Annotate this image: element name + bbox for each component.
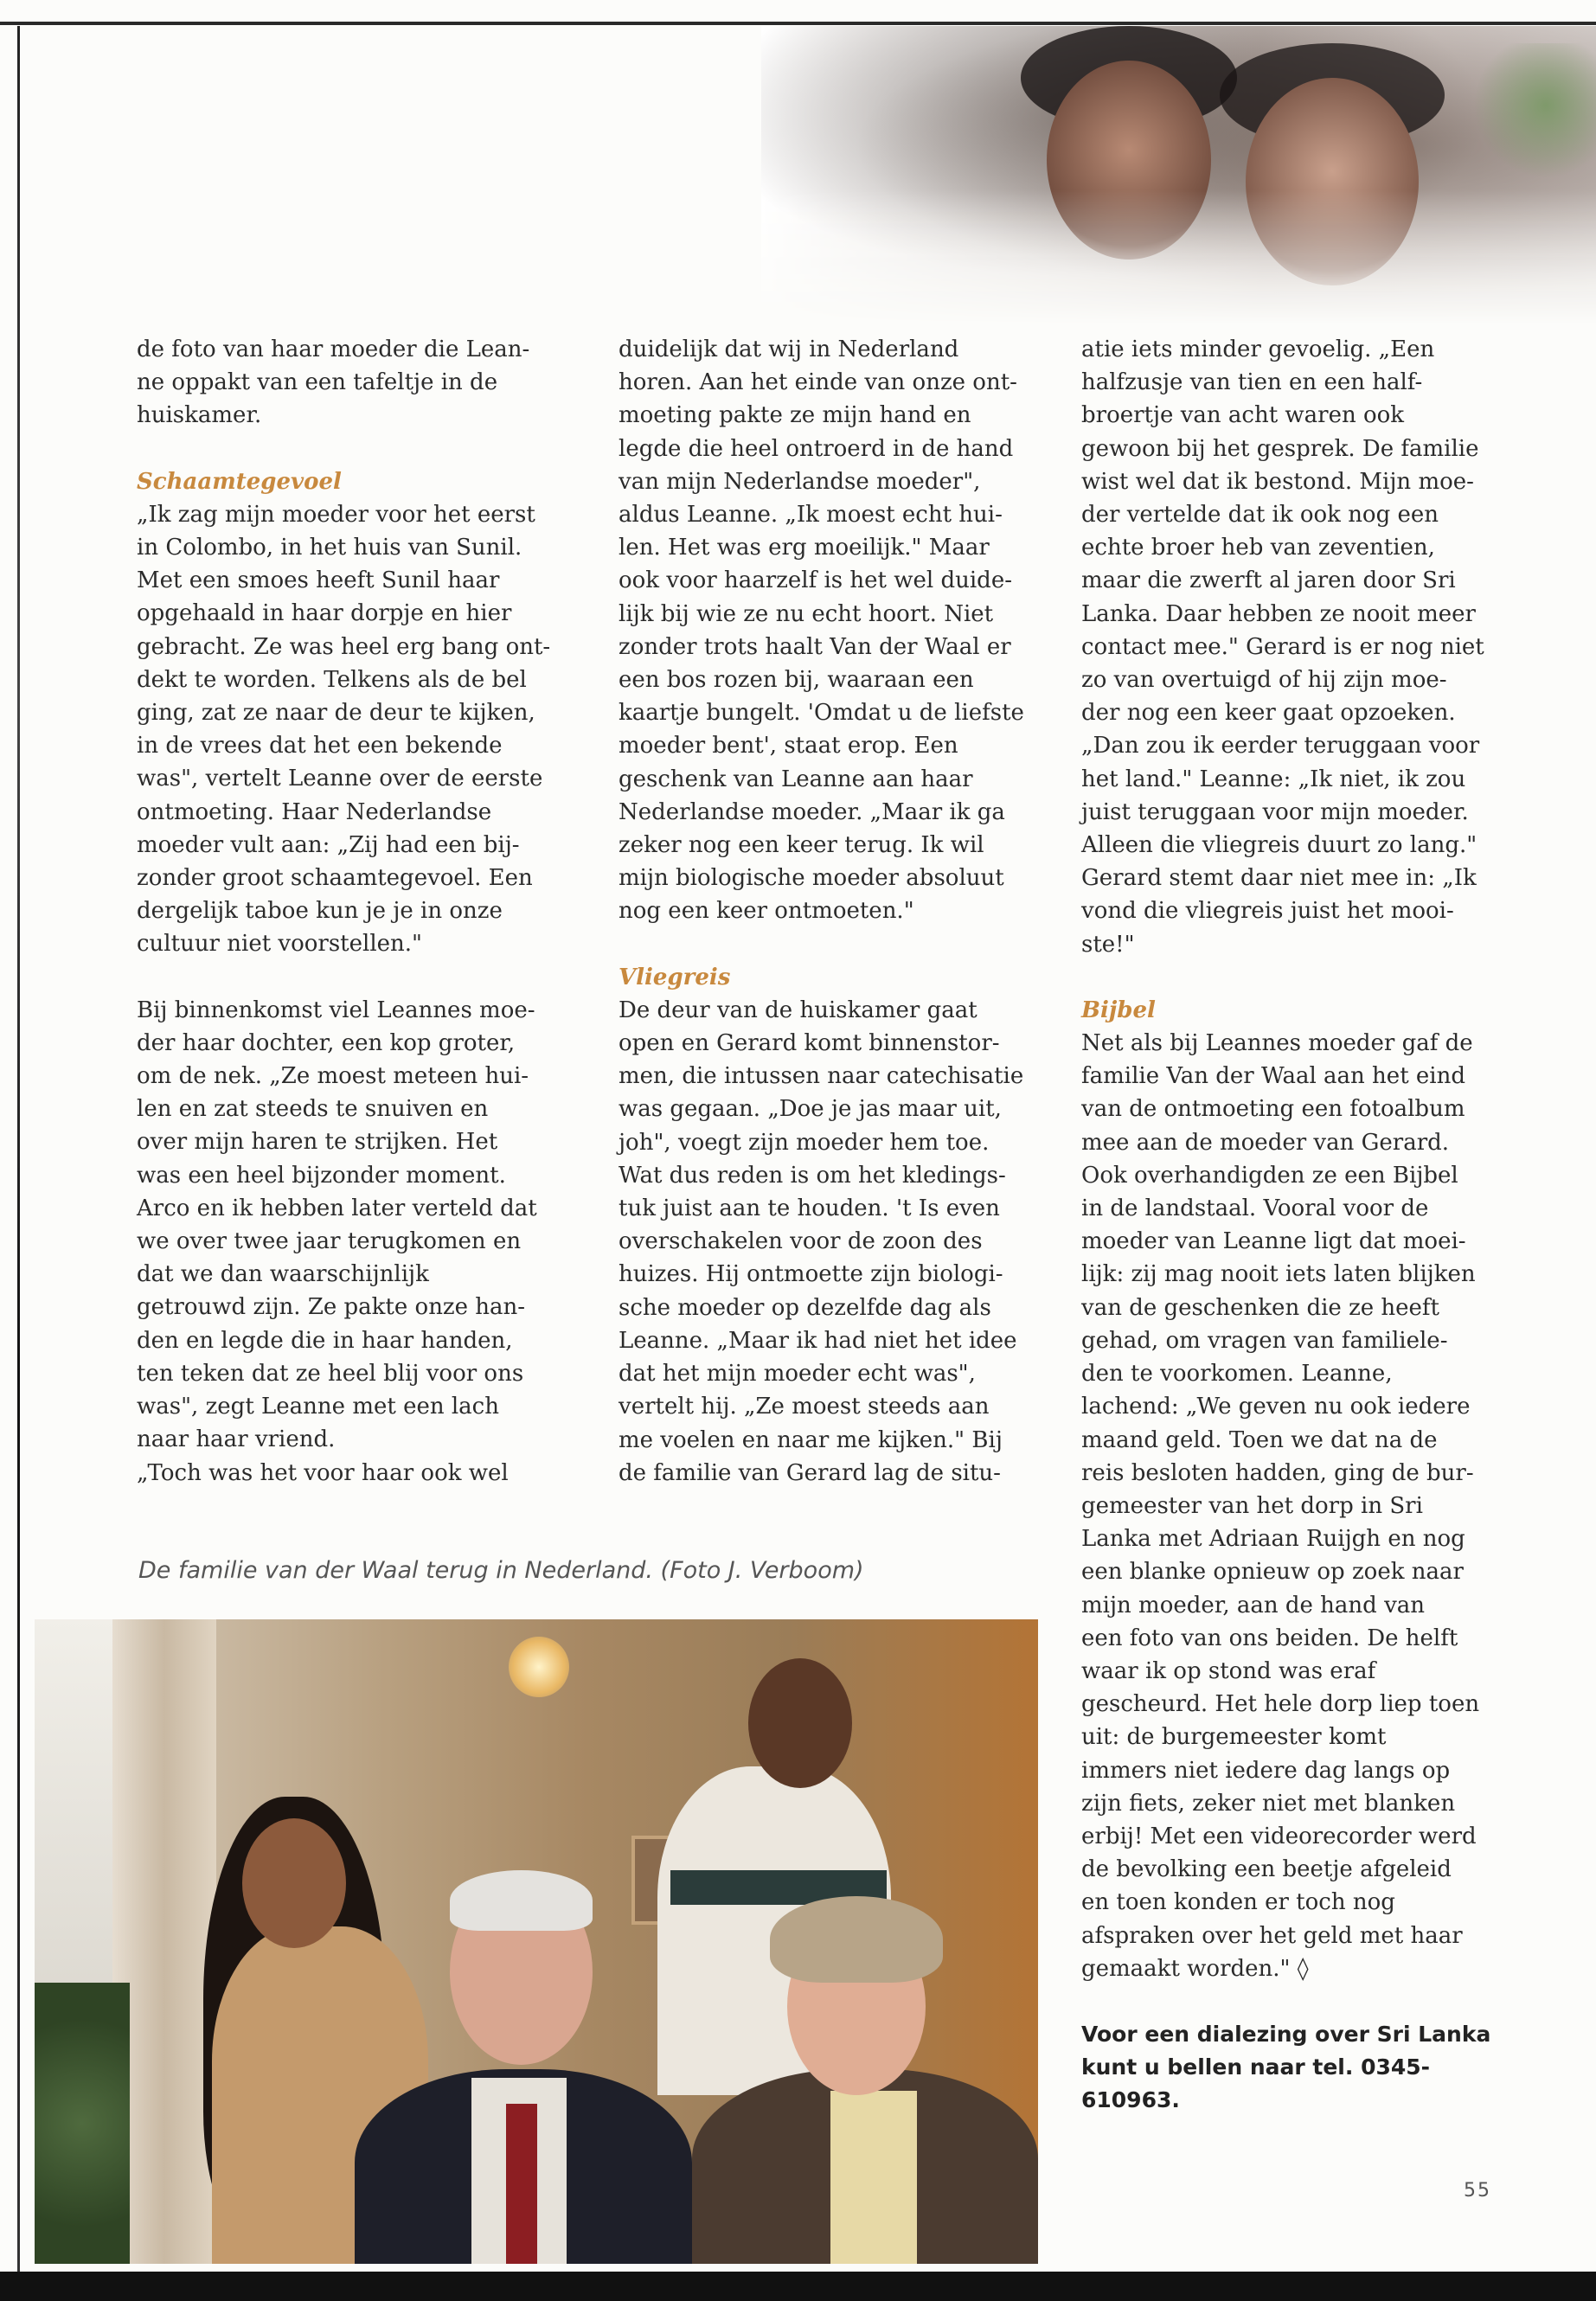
text-line: me voelen en naar me kijken." Bij <box>619 1426 1003 1453</box>
text-line: duidelijk dat wij in Nederland <box>619 336 959 362</box>
contact-line: Voor een dialezing over Sri Lanka <box>1081 2021 1491 2047</box>
text-line: halfzusje van tien en een half- <box>1081 369 1423 396</box>
text-line: in Colombo, in het huis van Sunil. <box>137 535 522 561</box>
text-line: contact mee." Gerard is er nog niet <box>1081 633 1484 660</box>
text-line: Gerard stemt daar niet mee in: „Ik <box>1081 865 1477 892</box>
person-boy-face <box>748 1658 852 1788</box>
text-line: was", vertelt Leanne over de eerste <box>137 766 543 792</box>
text-line: gebracht. Ze was heel erg bang ont- <box>137 633 551 660</box>
text-line: van mijn Nederlandse moeder", <box>619 468 981 495</box>
text-line: Lanka. Daar hebben ze nooit meer <box>1081 600 1476 627</box>
text-line: ten teken dat ze heel blij voor ons <box>137 1360 524 1387</box>
text-line: een blanke opnieuw op zoek naar <box>1081 1559 1464 1586</box>
article-column-1 <box>137 333 586 1490</box>
text-line: echte broer heb van zeventien, <box>1081 535 1435 561</box>
text-line: was gegaan. „Doe je jas maar uit, <box>619 1096 1002 1123</box>
text-line: maar die zwerft al jaren door Sri <box>1081 567 1456 594</box>
text-line: het land." Leanne: „Ik niet, ik zou <box>1081 766 1466 792</box>
text-line: „Dan zou ik eerder teruggaan voor <box>1081 733 1480 760</box>
text-line: geschenk van Leanne aan haar <box>619 766 973 792</box>
person-woman-hair <box>770 1896 943 1983</box>
text-line: wist wel dat ik bestond. Mijn moe- <box>1081 468 1474 495</box>
text-line: legde die heel ontroerd in de hand <box>619 435 1014 462</box>
text-line: om de nek. „Ze moest meteen hui- <box>137 1063 529 1090</box>
text-line: Arco en ik hebben later verteld dat <box>137 1195 537 1221</box>
text-line: horen. Aan het einde van onze ont- <box>619 369 1017 396</box>
text-line: open en Gerard komt binnenstor- <box>619 1030 1000 1057</box>
text-line: ook voor haarzelf is het wel duide- <box>619 567 1012 594</box>
text-line: mijn moeder, aan de hand van <box>1081 1592 1426 1618</box>
text-line: der vertelde dat ik ook nog een <box>1081 502 1439 529</box>
text-line: reis besloten hadden, ging de bur- <box>1081 1459 1474 1486</box>
text-line: der haar dochter, een kop groter, <box>137 1029 516 1056</box>
text-line: Net als bij Leannes moeder gaf de <box>1081 1030 1473 1057</box>
text-line: maand geld. Toen we dat na de <box>1081 1426 1438 1453</box>
text-line: De deur van de huiskamer gaat <box>619 997 977 1023</box>
text-line: gemaakt worden." ◊ <box>1081 1955 1309 1982</box>
text-line: nog een keer ontmoeten." <box>619 898 914 925</box>
text-line: Alleen die vliegreis duurt zo lang." <box>1081 832 1477 859</box>
person-man-tie <box>506 2104 537 2264</box>
text-line: aldus Leanne. „Ik moest echt hui- <box>619 502 1003 529</box>
text-line: we over twee jaar terugkomen en <box>137 1228 522 1255</box>
text-line: in de vrees dat het een bekende <box>137 733 503 760</box>
text-line: cultuur niet voorstellen." <box>137 931 423 958</box>
text-line: tuk juist aan te houden. 't Is even <box>619 1195 1000 1222</box>
text-line: zo van overtuigd of hij zijn moe- <box>1081 667 1447 694</box>
text-line: over mijn haren te strijken. Het <box>137 1129 498 1156</box>
person-woman-sweater <box>830 2091 917 2264</box>
text-line: den en legde die in haar handen, <box>137 1327 513 1354</box>
text-line: men, die intussen naar catechisatie <box>619 1063 1024 1090</box>
text-line: moeder van Leanne ligt dat moei- <box>1081 1228 1466 1255</box>
text-line: in de landstaal. Vooral voor de <box>1081 1195 1429 1222</box>
text-line: de foto van haar moeder die Lean- <box>137 336 530 362</box>
text-line: ging, zat ze naar de deur te kijken, <box>137 700 535 727</box>
text-line: zonder groot schaamtegevoel. Een <box>137 865 533 892</box>
text-line: was", zegt Leanne met een lach <box>137 1394 499 1420</box>
text-line: Nederlandse moeder. „Maar ik ga <box>619 798 1005 825</box>
text-line: moeder bent', staat erop. Een <box>619 733 958 760</box>
header-face-left <box>1047 61 1211 260</box>
text-line: gemeester van het dorp in Sri <box>1081 1492 1423 1519</box>
text-line: Bij binnenkomst viel Leannes moe- <box>137 997 535 1023</box>
contact-line: kunt u bellen naar tel. 0345- <box>1081 2054 1431 2080</box>
text-line: een foto van ons beiden. De helft <box>1081 1625 1458 1651</box>
text-line: van de ontmoeting een fotoalbum <box>1081 1096 1465 1123</box>
header-leaves <box>1471 43 1596 199</box>
text-line: dekt te worden. Telkens als de bel <box>137 666 527 693</box>
left-scan-edge <box>17 26 20 2275</box>
text-line: uit: de burgemeester komt <box>1081 1724 1387 1751</box>
text-line: de familie van Gerard lag de situ- <box>619 1459 1001 1486</box>
text-line: lachend: „We geven nu ook iedere <box>1081 1394 1471 1420</box>
text-line: „Toch was het voor haar ook wel <box>137 1459 509 1486</box>
header-portrait-photo <box>761 26 1596 324</box>
text-line: dat we dan waarschijnlijk <box>137 1261 429 1288</box>
section-heading-schaamtegevoel: Schaamtegevoel <box>137 468 342 495</box>
text-line: gescheurd. Het hele dorp liep toen <box>1081 1691 1480 1718</box>
photo-plant <box>35 1983 130 2264</box>
text-line: dergelijk taboe kun je je in onze <box>137 898 503 925</box>
section-heading-bijbel: Bijbel <box>1081 997 1156 1023</box>
bottom-border <box>0 2272 1596 2301</box>
text-line: der nog een keer gaat opzoeken. <box>1081 700 1456 727</box>
text-line: de bevolking een beetje afgeleid <box>1081 1856 1452 1883</box>
text-line: een bos rozen bij, waaraan een <box>619 667 974 694</box>
text-line: ste!" <box>1081 931 1135 958</box>
text-line: lijk: zij mag nooit iets laten blijken <box>1081 1261 1476 1288</box>
text-line: mijn biologische moeder absoluut <box>619 865 1004 892</box>
section-heading-vliegreis: Vliegreis <box>619 964 731 990</box>
text-line: Met een smoes heeft Sunil haar <box>137 567 500 594</box>
text-line: was een heel bijzonder moment. <box>137 1162 506 1189</box>
text-line: afspraken over het geld met haar <box>1081 1922 1463 1949</box>
text-line: den te voorkomen. Leanne, <box>1081 1361 1393 1388</box>
text-line: moeting pakte ze mijn hand en <box>619 402 971 429</box>
text-line: waar ik op stond was eraf <box>1081 1657 1376 1684</box>
text-line: ontmoeting. Haar Nederlandse <box>137 798 492 825</box>
text-line: zonder trots haalt Van der Waal er <box>619 633 1011 660</box>
text-line: atie iets minder gevoelig. „Een <box>1081 336 1435 362</box>
text-line: Ook overhandigden ze een Bijbel <box>1081 1162 1458 1189</box>
text-line: huizes. Hij ontmoette zijn biologi- <box>619 1261 1003 1288</box>
text-line: joh", voegt zijn moeder hem toe. <box>619 1129 990 1156</box>
text-line: Lanka met Adriaan Ruijgh en nog <box>1081 1526 1465 1553</box>
text-line: kaartje bungelt. 'Omdat u de liefste <box>619 700 1024 727</box>
top-border <box>0 22 1596 25</box>
text-line: overschakelen voor de zoon des <box>619 1228 983 1255</box>
text-line: ne oppakt van een tafeltje in de <box>137 369 498 396</box>
person-man-hair <box>450 1870 593 1931</box>
text-line: len en zat steeds te snuiven en <box>137 1096 489 1123</box>
article-column-3 <box>1081 333 1566 2118</box>
text-line: en toen konden er toch nog <box>1081 1889 1395 1916</box>
text-line: zijn fiets, zeker niet met blanken <box>1081 1790 1456 1817</box>
person-girl-face <box>242 1818 346 1948</box>
text-line: familie Van der Waal aan het eind <box>1081 1063 1465 1090</box>
article-column-2 <box>619 333 1068 1490</box>
photo-caption: De familie van der Waal terug in Nederland. (Foto J. Verboom) <box>138 1557 864 1584</box>
photo-lamp <box>509 1637 569 1697</box>
text-line: gewoon bij het gesprek. De familie <box>1081 435 1479 462</box>
text-line: len. Het was erg moeilijk." Maar <box>619 535 990 561</box>
text-line: getrouwd zijn. Ze pakte onze han- <box>137 1294 526 1321</box>
text-line: gehad, om vragen van familiele- <box>1081 1327 1448 1354</box>
text-line: erbij! Met een videorecorder werd <box>1081 1823 1477 1849</box>
text-line: mee aan de moeder van Gerard. <box>1081 1129 1450 1156</box>
text-line: vertelt hij. „Ze moest steeds aan <box>619 1394 990 1420</box>
text-line: broertje van acht waren ook <box>1081 402 1405 429</box>
text-line: dat het mijn moeder echt was", <box>619 1361 976 1388</box>
text-line: naar haar vriend. <box>137 1426 336 1453</box>
text-line: Wat dus reden is om het kledings- <box>619 1162 1006 1189</box>
text-line: zeker nog een keer terug. Ik wil <box>619 832 984 859</box>
text-line: van de geschenken die ze heeft <box>1081 1294 1440 1321</box>
text-line: „Ik zag mijn moeder voor het eerst <box>137 501 535 528</box>
text-line: moeder vult aan: „Zij had een bij- <box>137 831 520 858</box>
text-line: vond die vliegreis juist het mooi- <box>1081 898 1454 925</box>
text-line: sche moeder op dezelfde dag als <box>619 1294 991 1321</box>
header-face-right <box>1246 78 1419 285</box>
page-number: 55 <box>1464 2180 1491 2202</box>
text-line: opgehaald in haar dorpje en hier <box>137 600 512 627</box>
text-line: immers niet iedere dag langs op <box>1081 1757 1451 1784</box>
text-line: juist teruggaan voor mijn moeder. <box>1081 798 1469 825</box>
text-line: Leanne. „Maar ik had niet het idee <box>619 1327 1017 1354</box>
contact-line: 610963. <box>1081 2087 1180 2113</box>
family-photo <box>35 1619 1038 2264</box>
text-line: lijk bij wie ze nu echt hoort. Niet <box>619 600 994 627</box>
text-line: huiskamer. <box>137 402 262 429</box>
